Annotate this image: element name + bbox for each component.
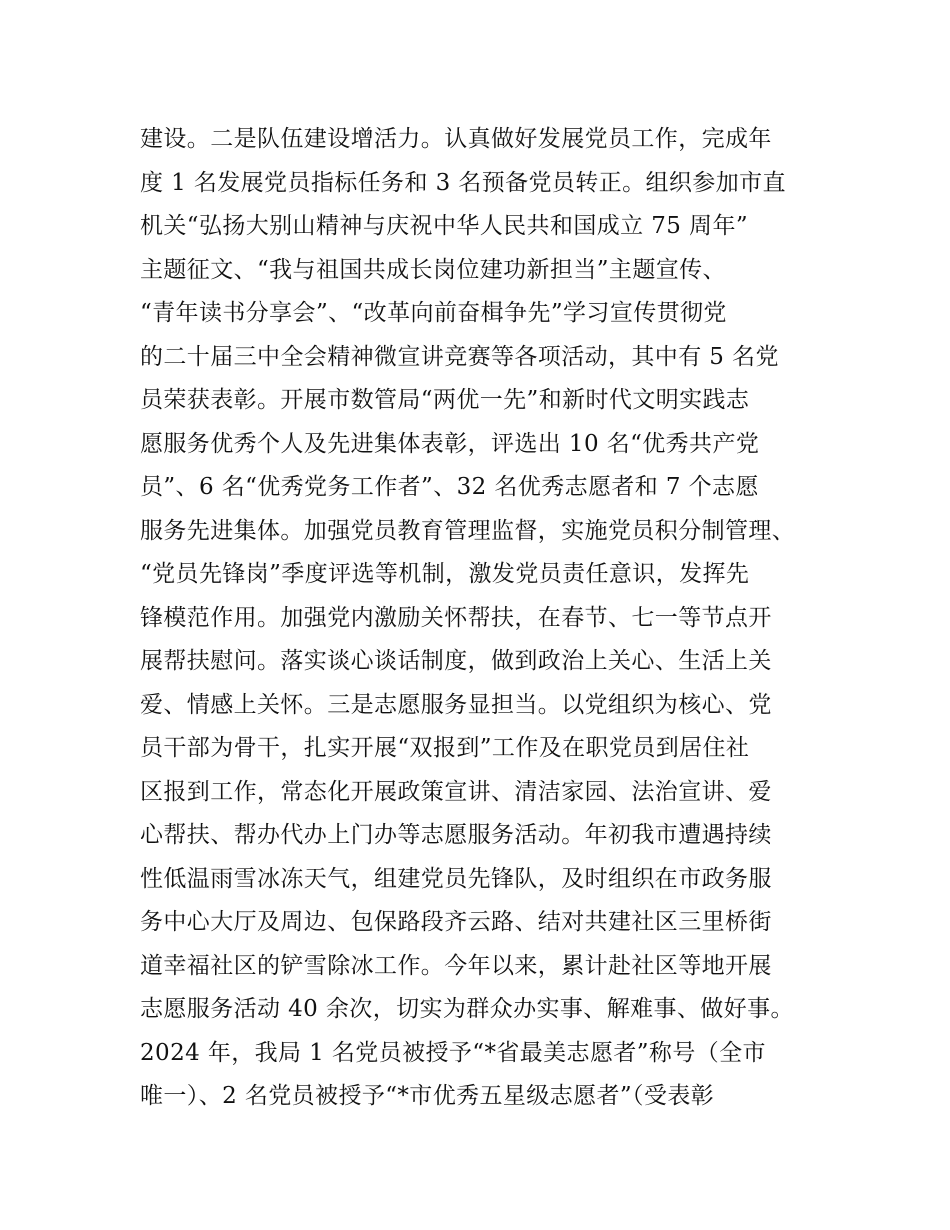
- text-line: “党员先锋岗”季度评选等机制，激发党员责任意识，发挥先: [140, 561, 750, 587]
- text-line: 服务先进集体。加强党员教育管理监督，实施党员积分制管理、: [140, 517, 796, 544]
- body-paragraph: [140, 118, 830, 1119]
- text-line: 主题征文、“我与祖国共成长岗位建功新担当”主题宣传、: [140, 256, 726, 283]
- text-line: 度 1 名发展党员指标任务和 3 名预备党员转正。组织参加市直: [140, 169, 786, 196]
- text-line: 机关“弘扬大别山精神与庆祝中华人民共和国成立 75 周年”: [140, 213, 749, 239]
- text-line: 愿服务优秀个人及先进集体表彰，评选出 10 名“优秀共产党: [140, 430, 760, 457]
- text-line: 员荣获表彰。开展市数管局“两优一先”和新时代文明实践志: [140, 387, 750, 413]
- text-line: 2024 年，我局 1 名党员被授予“*省最美志愿者”称号（全市: [140, 1039, 766, 1066]
- text-line: 志愿服务活动 40 余次，切实为群众办实事、解难事、做好事。: [140, 996, 794, 1022]
- text-line: 员干部为骨干，扎实开展“双报到”工作及在职党员到居住社: [140, 735, 750, 761]
- text-line: 的二十届三中全会精神微宣讲竞赛等各项活动，其中有 5 名党: [140, 343, 779, 370]
- text-line: 唯一）、2 名党员被授予“*市优秀五星级志愿者”（受表彰: [140, 1083, 715, 1109]
- text-line: 员”、6 名“优秀党务工作者”、32 名优秀志愿者和 7 个志愿: [140, 474, 759, 500]
- text-line: 建设。二是队伍建设增活力。认真做好发展党员工作，完成年: [140, 126, 772, 152]
- text-line: “青年读书分享会”、“改革向前奋楫争先”学习宣传贯彻党: [140, 300, 727, 326]
- text-line: 展帮扶慰问。落实谈心谈话制度，做到政治上关心、生活上关: [140, 648, 772, 674]
- text-line: 区报到工作，常态化开展政策宣讲、清洁家园、法治宣讲、爱: [140, 778, 772, 805]
- text-line: 道幸福社区的铲雪除冰工作。今年以来，累计赴社区等地开展: [140, 952, 772, 979]
- text-line: 心帮扶、帮办代办上门办等志愿服务活动。年初我市遭遇持续: [140, 822, 772, 848]
- text-line: 务中心大厅及周边、包保路段齐云路、结对共建社区三里桥街: [140, 909, 772, 935]
- text-line: 爱、情感上关怀。三是志愿服务显担当。以党组织为核心、党: [140, 691, 772, 718]
- text-line: 性低温雨雪冰冻天气，组建党员先锋队，及时组织在市政务服: [140, 865, 772, 892]
- text-line: 锋模范作用。加强党内激励关怀帮扶，在春节、七一等节点开: [140, 604, 772, 631]
